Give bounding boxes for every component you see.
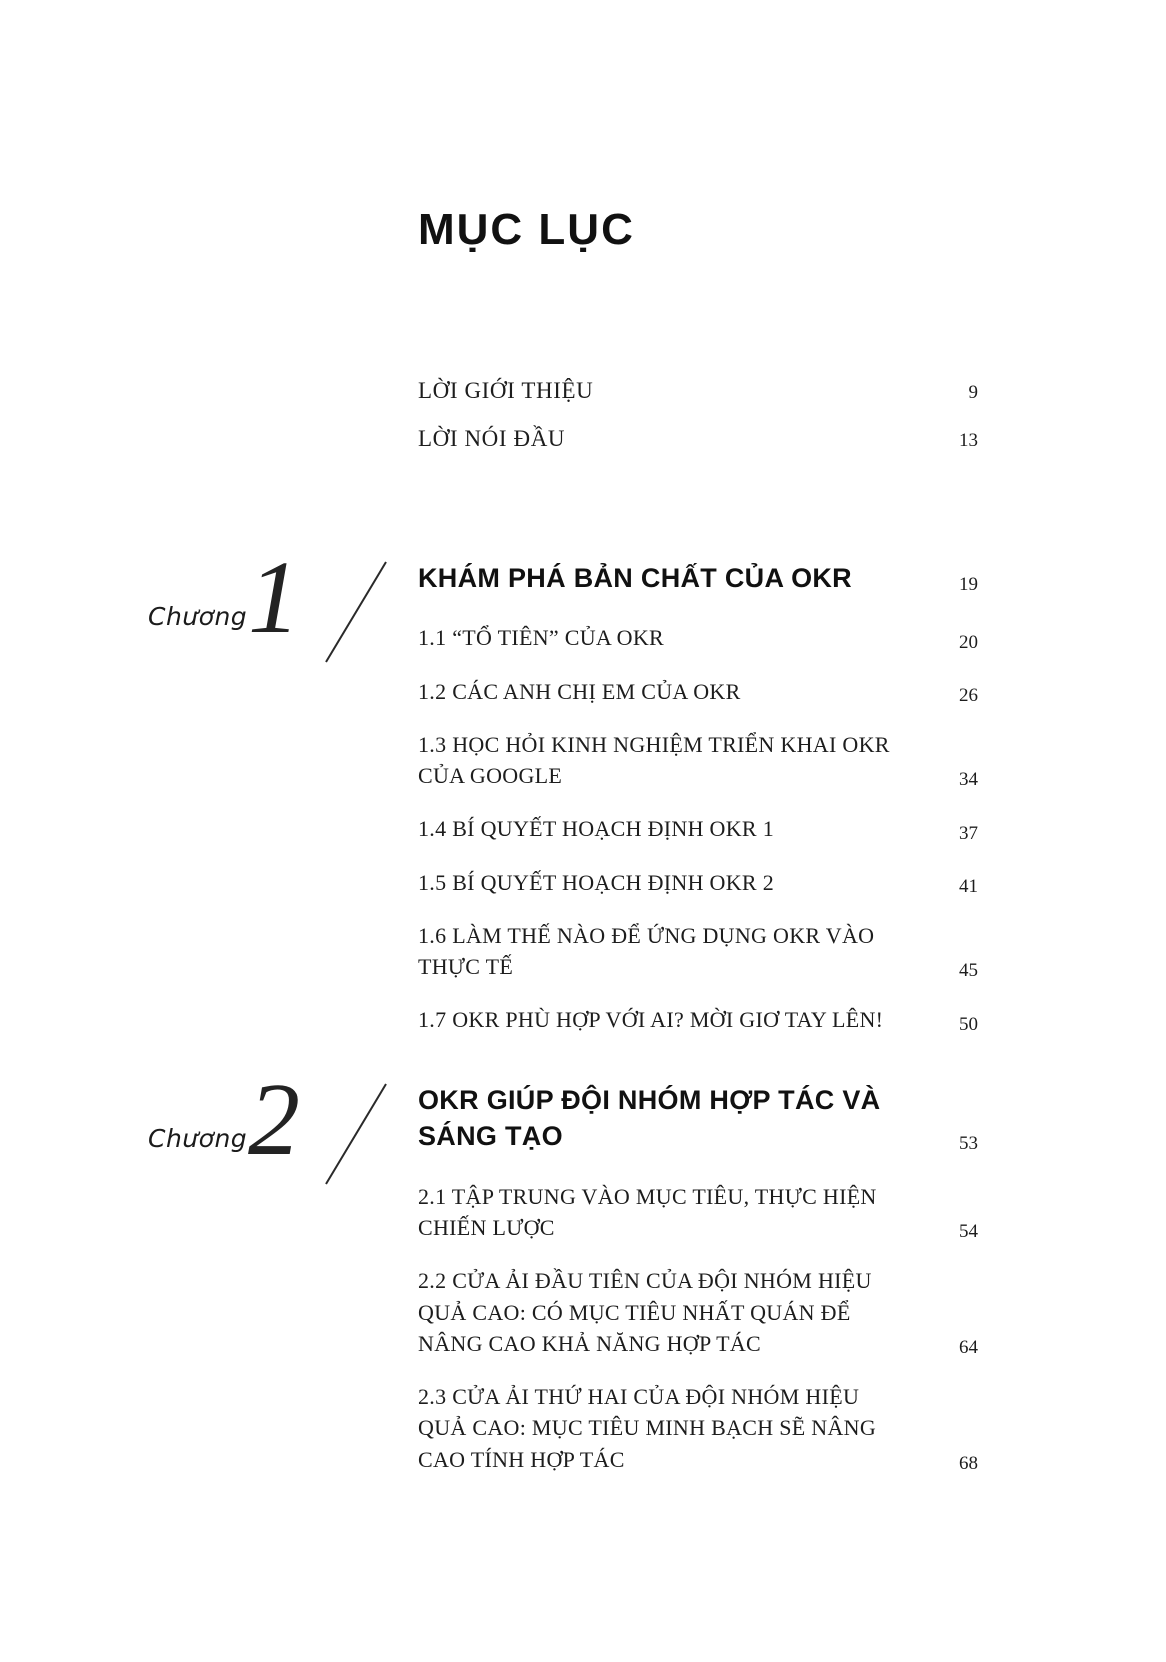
chapter-page-number: 19 [959, 574, 978, 596]
slash-icon [312, 556, 402, 668]
chapter-contents-1 [418, 560, 978, 1058]
chapter-word-label: Chương [148, 602, 248, 631]
toc-entry-page: 54 [959, 1221, 978, 1243]
list-item[interactable] [418, 426, 978, 452]
list-item[interactable] [418, 1004, 978, 1035]
list-item[interactable] [418, 1381, 978, 1475]
toc-entry-page: 64 [959, 1337, 978, 1359]
list-item[interactable] [418, 920, 978, 982]
chapter-title: KHÁM PHÁ BẢN CHẤT CỦA OKR [418, 563, 852, 593]
toc-entry-page: 20 [959, 631, 978, 653]
frontmatter-label: LỜI NÓI ĐẦU [418, 426, 566, 451]
toc-entry-label: 1.5 BÍ QUYẾT HOẠCH ĐỊNH OKR 2 [418, 869, 775, 895]
list-item[interactable] [418, 622, 978, 653]
toc-entry-page: 45 [959, 960, 978, 982]
toc-entry-label: 1.1 “TỔ TIÊN” CỦA OKR [418, 625, 665, 651]
chapter-title: OKR GIÚP ĐỘI NHÓM HỢP TÁC VÀ SÁNG TẠO [418, 1085, 881, 1152]
toc-entry-label: 2.2 CỬA ẢI ĐẦU TIÊN CỦA ĐỘI NHÓM HIỆU QUẢ CAO: CÓ MỤC TIÊU NHẤT QUÁN ĐỂ NÂNG CAO KHẢ NĂNG HỢP TÁC [418, 1268, 872, 1356]
chapter-marker-2 [140, 1062, 400, 1222]
list-item[interactable] [418, 1265, 978, 1359]
toc-entry-label: 1.6 LÀM THẾ NÀO ĐỂ ỨNG DỤNG OKR VÀO THỰC TẾ [418, 922, 875, 980]
toc-entry-page: 34 [959, 769, 978, 791]
list-item[interactable] [418, 813, 978, 844]
chapter-number-label: 1 [248, 540, 300, 655]
frontmatter-page-number: 13 [959, 430, 978, 451]
toc-entry-page: 37 [959, 822, 978, 844]
slash-icon [312, 1078, 402, 1190]
toc-entry-label: 1.4 BÍ QUYẾT HOẠCH ĐỊNH OKR 1 [418, 816, 775, 842]
frontmatter-label: LỜI GIỚI THIỆU [418, 378, 594, 403]
chapter-contents-2 [418, 1082, 978, 1497]
list-item[interactable] [418, 1181, 978, 1243]
toc-entry-label: 1.3 HỌC HỎI KINH NGHIỆM TRIỂN KHAI OKR CỦA GOOGLE [418, 731, 890, 789]
toc-entry-page: 41 [959, 875, 978, 897]
list-item[interactable] [418, 729, 978, 791]
toc-entry-page: 26 [959, 684, 978, 706]
chapter-word-label: Chương [148, 1124, 248, 1153]
toc-entry-label: 1.7 OKR PHÙ HỢP VỚI AI? MỜI GIƠ TAY LÊN! [418, 1007, 884, 1033]
list-item[interactable] [418, 867, 978, 898]
chapter-title-row[interactable] [418, 560, 978, 596]
chapter-page-number: 53 [959, 1132, 978, 1154]
toc-entry-label: 2.3 CỬA ẢI THỨ HAI CỦA ĐỘI NHÓM HIỆU QUẢ CAO: MỤC TIÊU MINH BẠCH SẼ NÂNG CAO TÍNH HỢP TÁC [418, 1384, 877, 1472]
frontmatter-page-number: 9 [968, 382, 978, 403]
chapter-title-row[interactable] [418, 1082, 978, 1155]
toc-entry-page: 68 [959, 1452, 978, 1474]
list-item[interactable] [418, 676, 978, 707]
toc-entry-label: 2.1 TẬP TRUNG VÀO MỤC TIÊU, THỰC HIỆN CHIẾN LƯỢC [418, 1183, 877, 1241]
toc-entry-page: 50 [959, 1013, 978, 1035]
page-title: MỤC LỤC [418, 205, 635, 254]
toc-entry-label: 1.2 CÁC ANH CHỊ EM CỦA OKR [418, 678, 741, 704]
chapter-number-label: 2 [248, 1062, 300, 1177]
list-item[interactable] [418, 378, 978, 404]
chapter-marker-1 [140, 540, 400, 700]
frontmatter-list [418, 378, 978, 474]
